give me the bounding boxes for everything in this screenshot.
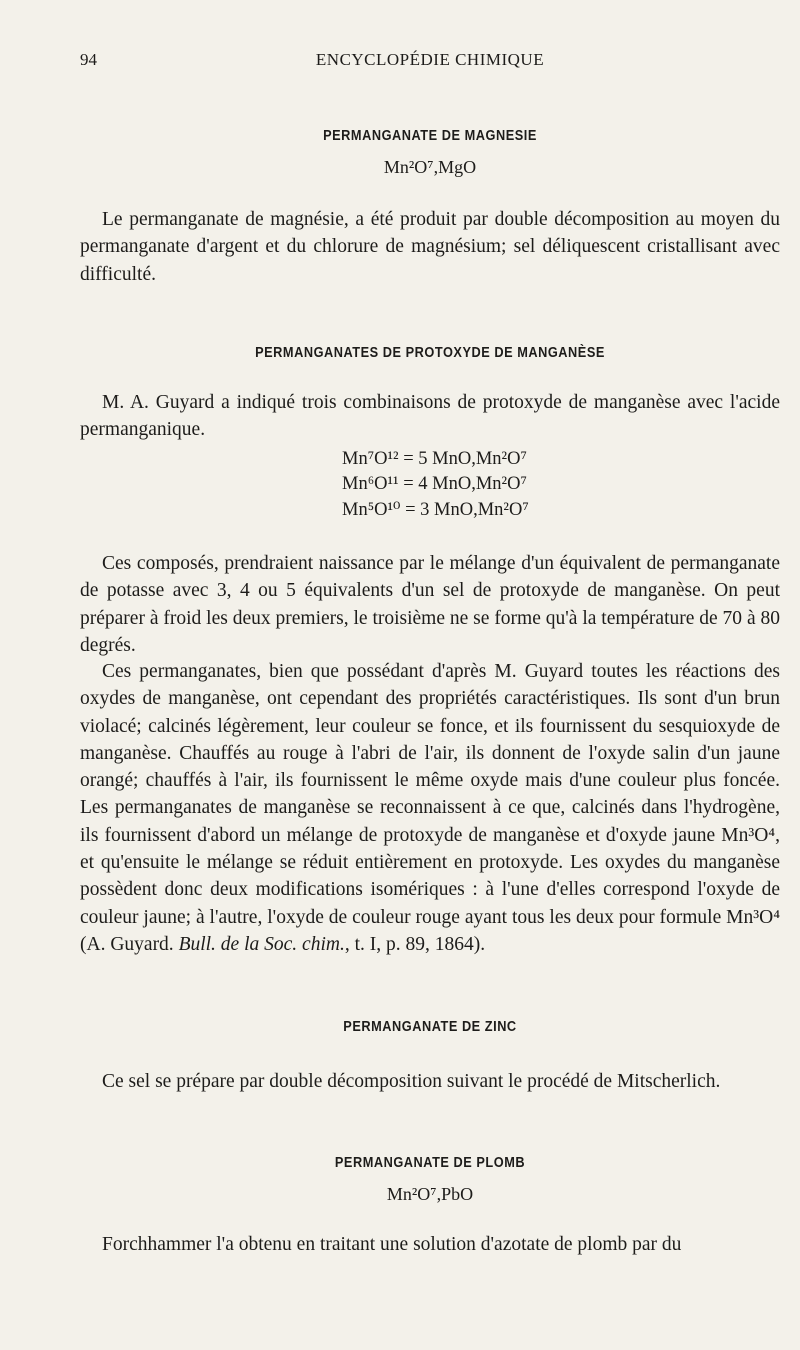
equation-2: Mn⁶O¹¹ = 4 MnO,Mn²O⁷	[342, 474, 527, 494]
paragraph-proprietes	[80, 658, 780, 958]
paragraph-plomb: Forchhammer l'a obtenu en traitant une solution d'azotate de plomb par du	[102, 1234, 682, 1255]
paragraph-composes: Ces composés, prendraient naissance par le mélange d'un équivalent de permanganate de potasse avec 3, 4 ou 5 équivalents d'un sel de protoxyde de manganèse. On peut préparer à froid les deux premiers, le troisième ne se forme qu'à la température de 70 à 80 degrés.	[80, 553, 780, 656]
heading-permanganate-magnesie: PERMANGANATE DE MAGNESIE	[323, 128, 537, 144]
heading-permanganates-protoxyde: PERMANGANATES DE PROTOXYDE DE MANGANÈSE	[255, 345, 605, 361]
paragraph-proprietes-text: Ces permanganates, bien que possédant d'après M. Guyard toutes les réactions des oxydes de manganèse, ont cependant des propriétés caractéristiques. Ils sont d'un brun violacé; calcinés légèrement, leur couleur se fonce, et ils fournissent du sesquioxyde de manganèse. Chauffés au rouge à l'abri de l'air, ils donnent de l'oxyde salin d'un jaune orangé; chauffés à l'air, ils fournissent le même oxyde mais d'une couleur plus foncée. Les permanganates de manganèse se reconnaissent à ce que, calcinés dans l'hydrogène, ils fournissent d'abord un mélange de protoxyde de manganèse et d'oxyde jaune Mn³O⁴, et qu'ensuite le mélange se réduit entièrement en protoxyde. Les oxydes du manganèse possèdent donc deux modifications isomériques : à l'une d'elles correspond l'oxyde de couleur jaune; à l'autre, l'oxyde de couleur rouge ayant tous les deux pour formule Mn³O⁴ (A. Guyard.	[80, 661, 780, 955]
paragraph-zinc: Ce sel se prépare par double décomposition suivant le procédé de Mitscherlich.	[102, 1071, 721, 1092]
equation-3: Mn⁵O¹⁰ = 3 MnO,Mn²O⁷	[342, 500, 529, 520]
heading-permanganate-plomb: PERMANGANATE DE PLOMB	[334, 1155, 526, 1171]
page-number: 94	[80, 50, 97, 69]
paragraph-guyard-intro: M. A. Guyard a indiqué trois combinaisons de protoxyde de manganèse avec l'acide permanganique.	[80, 392, 780, 441]
heading-permanganate-zinc: PERMANGANATE DE ZINC	[343, 1019, 517, 1035]
formula-magnesie: Mn²O⁷,MgO	[383, 157, 477, 177]
running-title: ENCYCLOPÉDIE CHIMIQUE	[315, 50, 545, 69]
citation-rest: , t. I, p. 89, 1864).	[344, 933, 486, 955]
equation-1: Mn⁷O¹² = 5 MnO,Mn²O⁷	[342, 449, 527, 469]
citation-journal: Bull. de la Soc. chim.	[178, 933, 345, 955]
formula-plomb: Mn²O⁷,PbO	[386, 1184, 474, 1204]
paragraph-magnesie: Le permanganate de magnésie, a été produit par double décomposition au moyen du permanganate d'argent et du chlorure de magnésium; sel déliquescent cristallisant avec difficulté.	[80, 209, 780, 285]
running-head	[80, 50, 780, 74]
